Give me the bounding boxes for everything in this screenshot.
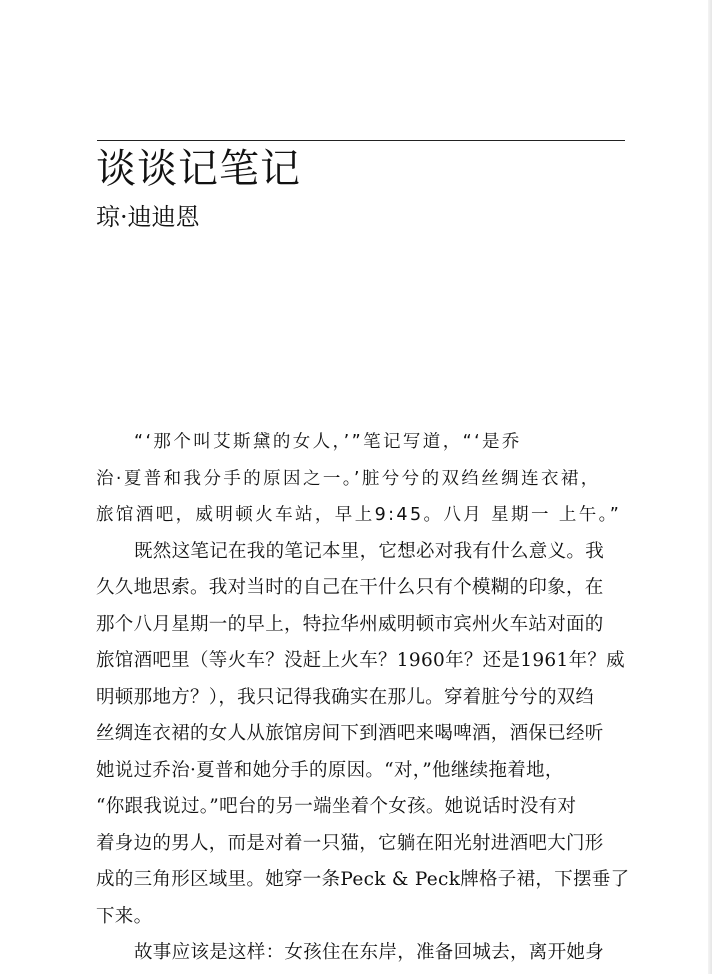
page-edge xyxy=(708,0,712,974)
paragraph-line-3: 那个八月星期一的早上，特拉华州威明顿市宾州火车站对面的 xyxy=(96,613,604,635)
paragraph-line-7: 她说过乔治·夏普和她分手的原因。“对，”他继续拖着地， xyxy=(96,759,564,781)
next-paragraph-line: 故事应该是这样：女孩住在东岸，准备回城去，离开她身 xyxy=(134,942,605,963)
paragraph-line-11: 下来。 xyxy=(96,905,153,927)
paragraph-line-1: 既然这笔记在我的笔记本里，它想必对我有什么意义。我 xyxy=(134,540,605,562)
paragraph-line-10: 成的三角形区域里。她穿一条Peck & Peck牌格子裙，下摆垂了 xyxy=(96,869,630,890)
title-rule xyxy=(97,140,625,141)
quote-line-3: 旅馆酒吧，威明顿火车站，早上9:45。八月 星期一 上午。” xyxy=(96,505,622,525)
paragraph-line-9: 着身边的男人，而是对着一只猫，它躺在阳光射进酒吧大门形 xyxy=(96,832,604,854)
paragraph-line-6: 丝绸连衣裙的女人从旅馆房间下到酒吧来喝啤酒，酒保已经听 xyxy=(96,723,604,744)
quote-line-1: “‘那个叫艾斯黛的女人，’”笔记写道，“‘是乔 xyxy=(134,432,522,452)
paragraph-line-4: 旅馆酒吧里（等火车？没赶上火车？1960年？还是1961年？威 xyxy=(96,650,625,671)
paragraph-line-5: 明顿那地方？），我只记得我确实在那儿。穿着脏兮兮的双绉 xyxy=(96,686,595,708)
quote-line-2: 治·夏普和我分手的原因之一。’脏兮兮的双绉丝绸连衣裙， xyxy=(96,468,601,489)
chapter-title: 谈谈记笔记 xyxy=(96,146,301,192)
paragraph-line-2: 久久地思索。我对当时的自己在干什么只有个模糊的印象，在 xyxy=(96,577,604,598)
chapter-author: 琼·迪迪恩 xyxy=(96,203,200,231)
body-text xyxy=(96,424,628,972)
paragraph-line-8: “你跟我说过。”吧台的另一端坐着个女孩。她说话时没有对 xyxy=(96,796,577,817)
